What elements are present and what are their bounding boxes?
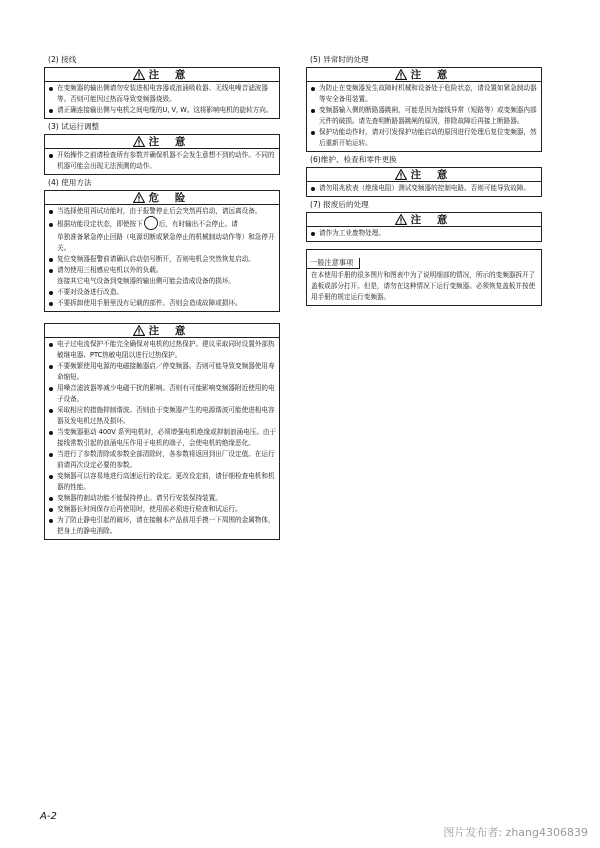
danger-item: 根据功能设定状态，即使按下 后，有时输出不会停止。请 bbox=[48, 217, 277, 232]
caution-item: 变频器的制动功能不能保持停止。请另行安装保持装置。 bbox=[48, 493, 277, 504]
section-title-maintenance: (6)维护、检查和零件更换 bbox=[310, 155, 397, 164]
caution-item: 电子过电流保护不能完全确保对电机的过热保护。建议采取同时设置外部热敏继电器、PTC热敏电阻以进行过热保护。 bbox=[48, 339, 277, 361]
general-notes-box bbox=[306, 249, 542, 306]
danger-item: 当选择使用再试功能时，由于报警停止后会突然再启动，请远离设备。 bbox=[48, 206, 277, 217]
warning-triangle-icon bbox=[133, 325, 145, 336]
stop-reset-key-icon bbox=[144, 216, 158, 230]
caution-header: 注 意 bbox=[307, 168, 541, 182]
danger-triangle-icon bbox=[133, 192, 145, 203]
caution-box-maintenance bbox=[306, 167, 542, 197]
warning-triangle-icon bbox=[395, 69, 407, 80]
general-notes-title: 一般注意事项 bbox=[307, 258, 360, 269]
caution-item: 为防止在变频器发生故障时机械和设备处于危险状态，请设置如紧急制动器等安全备用装置。 bbox=[310, 83, 539, 105]
caution-item: 保护功能动作时，请对引发保护功能启动的原因进行处理后复位变频器，然后重新开始运转。 bbox=[310, 127, 539, 149]
warning-triangle-icon bbox=[395, 214, 407, 225]
section-title-usage: (4) 使用方法 bbox=[48, 178, 92, 187]
section-title-trial-run: (3) 试运行调整 bbox=[48, 122, 100, 131]
danger-box-usage bbox=[44, 190, 280, 312]
page-number: A-2 bbox=[40, 811, 57, 822]
caution-box-trial-run bbox=[44, 134, 280, 175]
caution-box-disposal bbox=[306, 212, 542, 242]
caution-header: 注 意 bbox=[45, 135, 279, 149]
danger-item: 请勿使用三相感应电机以外的负载。 bbox=[48, 265, 277, 276]
caution-item: 用噪音滤波器等减少电磁干扰的影响。否则有可能影响变频器附近使用的电子设备。 bbox=[48, 383, 277, 405]
left-column bbox=[44, 55, 280, 543]
danger-item-continued: 单独准备紧急停止回路（电源切断或紧急停止的机械制动动作等）和急停开关。 bbox=[57, 233, 275, 252]
warning-triangle-icon bbox=[133, 69, 145, 80]
caution-item: 变频器长时间保存后再使用时，使用前必须进行检查和试运行。 bbox=[48, 504, 277, 515]
caution-item: 在变频器的输出侧请勿安装进相电容器或浪涌吸收器、无线电噪音滤波器等。否则可能因过热而导致变频器烧毁。 bbox=[48, 83, 277, 105]
caution-item: 当进行了参数清除或参数全部清除时，各参数将返回到出厂设定值。在运行前请再次设定必要的参数。 bbox=[48, 449, 277, 471]
caution-item: 变频器输入侧的断路器跳闸，可能是因为接线异常（短路等）或变频器内部元件的破损。请先查明断路器跳闸的原因，排除故障后再接上断路器。 bbox=[310, 105, 539, 127]
caution-item: 当变频器驱动 400V 系列电机时，必须增强电机绝缘或抑制浪涌电压。由于接线常数引起的浪涌电压作用于电机的端子，会使电机的绝缘恶化。 bbox=[48, 427, 277, 449]
watermark-publisher: 图片发布者: zhang4306839 bbox=[443, 826, 588, 839]
danger-item: 不要拆卸使用手册里没有记载的部件。否则会造成故障或损坏。 bbox=[48, 298, 277, 309]
section-title-wiring: (2) 接线 bbox=[48, 55, 77, 64]
section-title-disposal: (7) 报废后的处理 bbox=[310, 200, 369, 209]
danger-item-continued: 连接其它电气设备到变频器的输出侧可能会造成设备的损坏。 bbox=[57, 277, 236, 285]
caution-item: 请作为工业废物处理。 bbox=[310, 228, 539, 239]
danger-header: 危 险 bbox=[45, 191, 279, 205]
caution-item: 不要频繁使用电源的电磁接触器启／停变频器。否则可能导致变频器使用寿命缩短。 bbox=[48, 361, 277, 383]
right-column bbox=[306, 55, 542, 306]
caution-item: 为了防止静电引起的破坏，请在接触本产品前用手摸一下周围的金属物体，把身上的静电消除。 bbox=[48, 515, 277, 537]
warning-triangle-icon bbox=[395, 169, 407, 180]
caution-box-wiring bbox=[44, 67, 280, 119]
caution-header: 注 意 bbox=[45, 324, 279, 338]
caution-header: 注 意 bbox=[45, 68, 279, 82]
caution-item: 请勿用兆欧表（绝缘电阻）测试变频器的控制电路。否则可能导致故障。 bbox=[310, 183, 539, 194]
warning-triangle-icon bbox=[133, 136, 145, 147]
caution-box-usage bbox=[44, 323, 280, 540]
general-notes-text: 在本使用手册的很多图片和图表中为了说明细部的情况，所示的变频器拆开了盖板或部分打开。但是，请勿在这种情况下运行变频器。必须恢复盖板并按使用手册的规定运行变频器。 bbox=[311, 271, 536, 301]
caution-box-abnormal-handling bbox=[306, 67, 542, 152]
caution-item: 请正确连接输出侧与电机之间电缆的U, V, W。这将影响电机的旋转方向。 bbox=[48, 105, 277, 116]
caution-item: 变频器可以容易地进行高速运行的设定。更改设定前，请仔细检查电机和机器的性能。 bbox=[48, 471, 277, 493]
caution-item: 开始操作之前请检查所有参数并确保机器不会发生意想不到的动作。不同的机器可能会出现无法预测的动作。 bbox=[48, 150, 277, 172]
section-title-abnormal-handling: (5) 异常时的处理 bbox=[310, 55, 369, 64]
caution-item: 采取相应的措施抑制谐波。否则由于变频器产生的电源谐波可能使进相电容器及发电机过热及损坏。 bbox=[48, 405, 277, 427]
danger-item: 复位变频器报警前请确认启动信号断开，否则电机会突然恢复启动。 bbox=[48, 254, 277, 265]
caution-header: 注 意 bbox=[307, 213, 541, 227]
danger-item: 不要对设备进行改造。 bbox=[48, 287, 277, 298]
caution-header: 注 意 bbox=[307, 68, 541, 82]
